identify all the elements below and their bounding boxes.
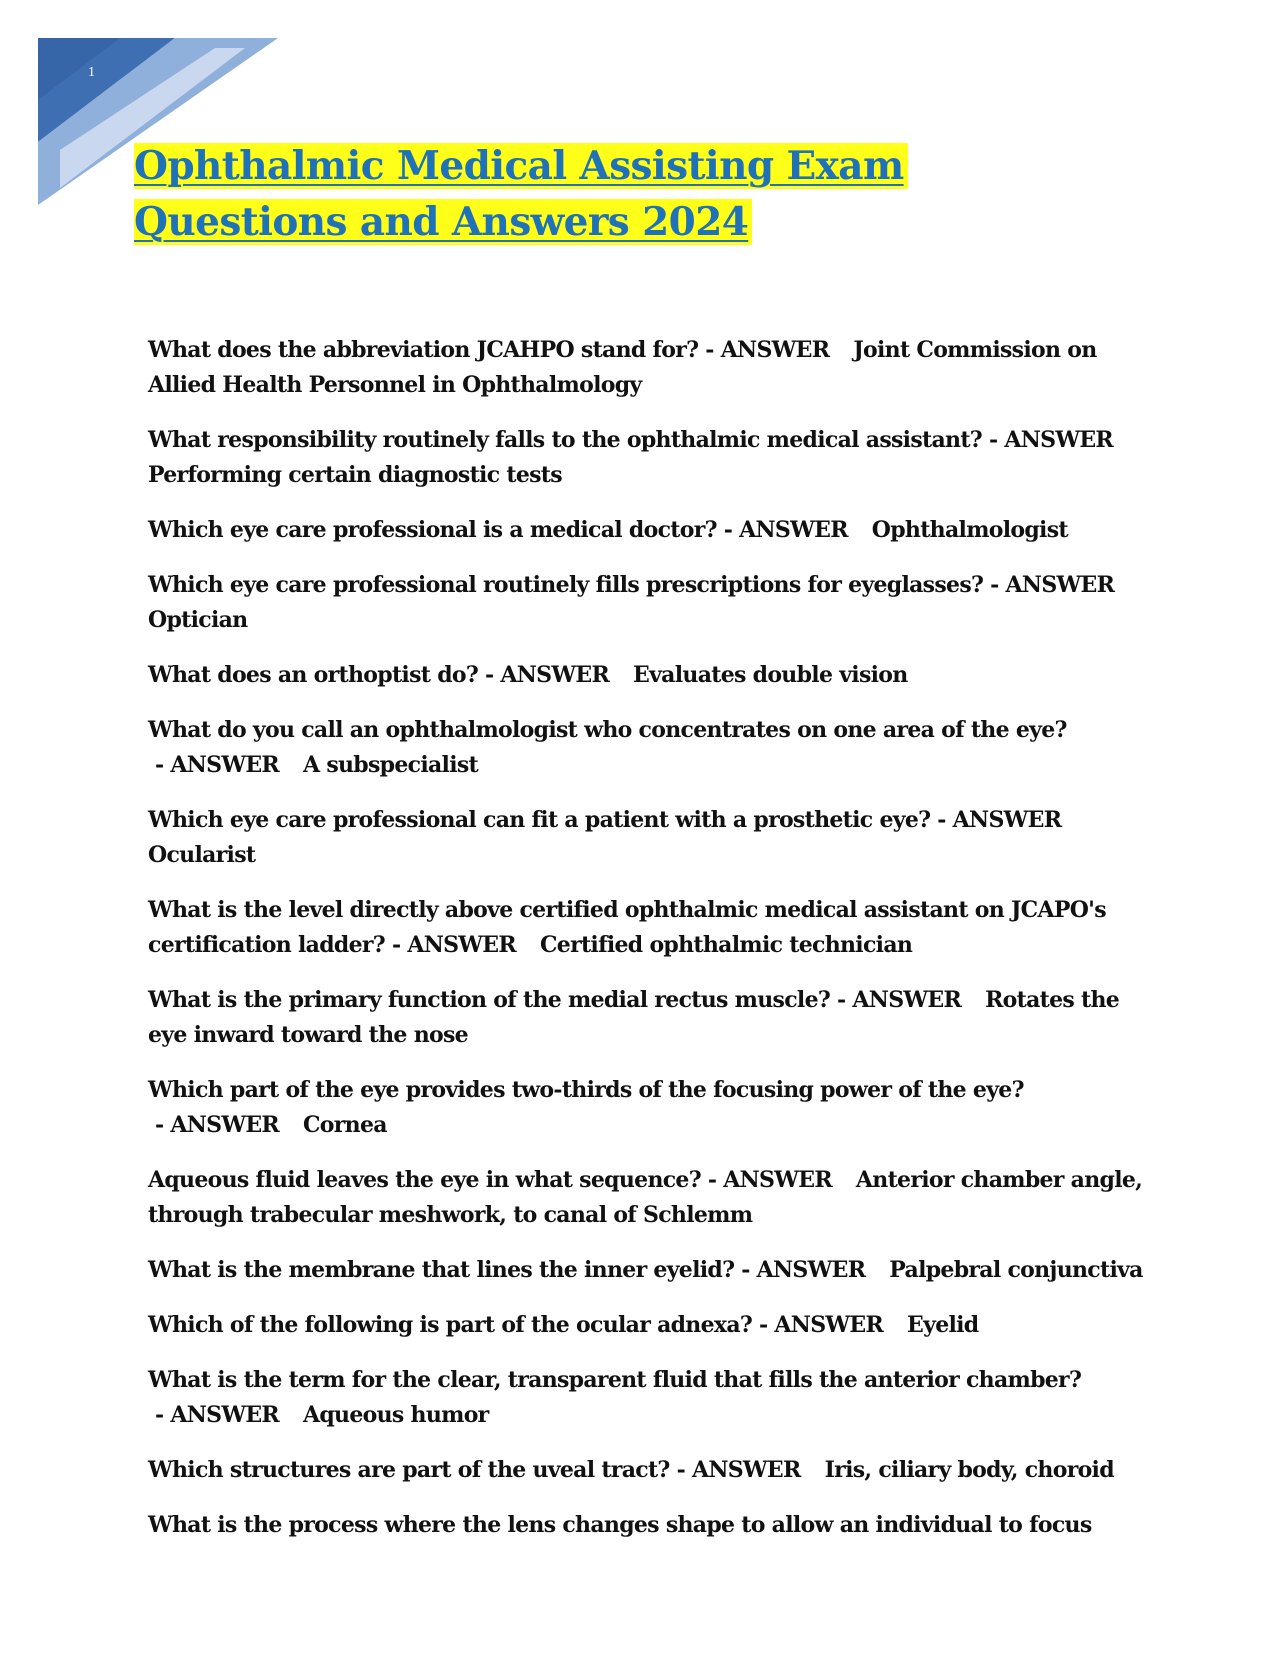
qa-item [148,568,1148,638]
answer: Performing certain diagnostic tests [148,462,562,488]
answer: Cornea [302,1112,387,1138]
answer-separator: - ANSWER [982,427,1113,453]
qa-item [148,983,1148,1053]
qa-item [148,333,1148,403]
answer: Anterior chamber angle, through trabecular meshwork, to canal of Schlemm [148,1167,1143,1228]
question: What does the abbreviation JCAHPO stand for? [148,337,699,363]
qa-item [148,893,1148,963]
answer-separator: - ANSWER [148,752,279,778]
question: What is the primary function of the medial rectus muscle? [148,987,831,1013]
answer-separator: - ANSWER [930,807,1062,833]
answer: Ocularist [148,842,256,868]
title-line-2: Questions and Answers 2024 [134,199,752,245]
answer: A subspecialist [302,752,479,778]
question: Which structures are part of the uveal tract? [148,1457,670,1483]
qa-item [148,423,1148,493]
answer-separator: - ANSWER [148,1112,279,1138]
question: Which eye care professional is a medical doctor? [148,517,717,543]
answer-separator: - ANSWER [148,1402,279,1428]
question: Aqueous fluid leaves the eye in what sequence? [148,1167,701,1193]
answer-separator: - ANSWER [734,1257,866,1283]
question: What is the level directly above certified ophthalmic medical assistant on JCAPO's certification ladder? [148,897,1106,958]
qa-item [148,513,1148,548]
question: Which eye care professional routinely fills prescriptions for eyeglasses? [148,572,984,598]
answer: Optician [148,607,248,633]
answer: Ophthalmologist [871,517,1068,543]
qa-item [148,1163,1148,1233]
qa-item [148,1308,1148,1343]
answer: Rotates the eye inward toward the nose [148,987,1120,1048]
question: What is the membrane that lines the inner eyelid? [148,1257,735,1283]
question: Which eye care professional can fit a patient with a prosthetic eye? [148,807,931,833]
qa-item [148,713,1148,783]
answer-separator: - ANSWER [830,987,962,1013]
qa-item [148,1073,1148,1143]
answer: Eyelid [907,1312,979,1338]
answer: Aqueous humor [302,1402,489,1428]
answer-separator: - ANSWER [669,1457,801,1483]
qa-item [148,1253,1148,1288]
qa-item [148,1508,1148,1543]
page-number: 1 [88,65,95,80]
page-title [134,138,908,250]
answer-separator: - ANSWER [983,572,1115,598]
answer-separator: - ANSWER [384,932,516,958]
question: What is the process where the lens changes shape to allow an individual to focus [148,1512,1092,1538]
question: What does an orthoptist do? [148,662,479,688]
question: Which of the following is part of the ocular adnexa? [148,1312,753,1338]
answer: Palpebral conjunctiva [889,1257,1143,1283]
title-line-1: Ophthalmic Medical Assisting Exam [134,143,908,189]
qa-item [148,1363,1148,1433]
qa-item [148,803,1148,873]
answer: Evaluates double vision [633,662,908,688]
question: Which part of the eye provides two-thirds of the focusing power of the eye? [148,1077,1024,1103]
answer-separator: - ANSWER [716,517,848,543]
answer: Joint Commission on Allied Health Personnel in Ophthalmology [148,337,1097,398]
answer: Certified ophthalmic technician [539,932,913,958]
answer-separator: - ANSWER [752,1312,884,1338]
answer: Iris, ciliary body, choroid [824,1457,1114,1483]
question: What do you call an ophthalmologist who concentrates on one area of the eye? [148,717,1067,743]
answer-separator: - ANSWER [698,337,830,363]
answer-separator: - ANSWER [700,1167,832,1193]
qa-item [148,1453,1148,1488]
question: What is the term for the clear, transparent fluid that fills the anterior chamber? [148,1367,1082,1393]
answer-separator: - ANSWER [478,662,610,688]
qa-item [148,658,1148,693]
question: What responsibility routinely falls to the ophthalmic medical assistant? [148,427,982,453]
qa-list [148,333,1148,1563]
